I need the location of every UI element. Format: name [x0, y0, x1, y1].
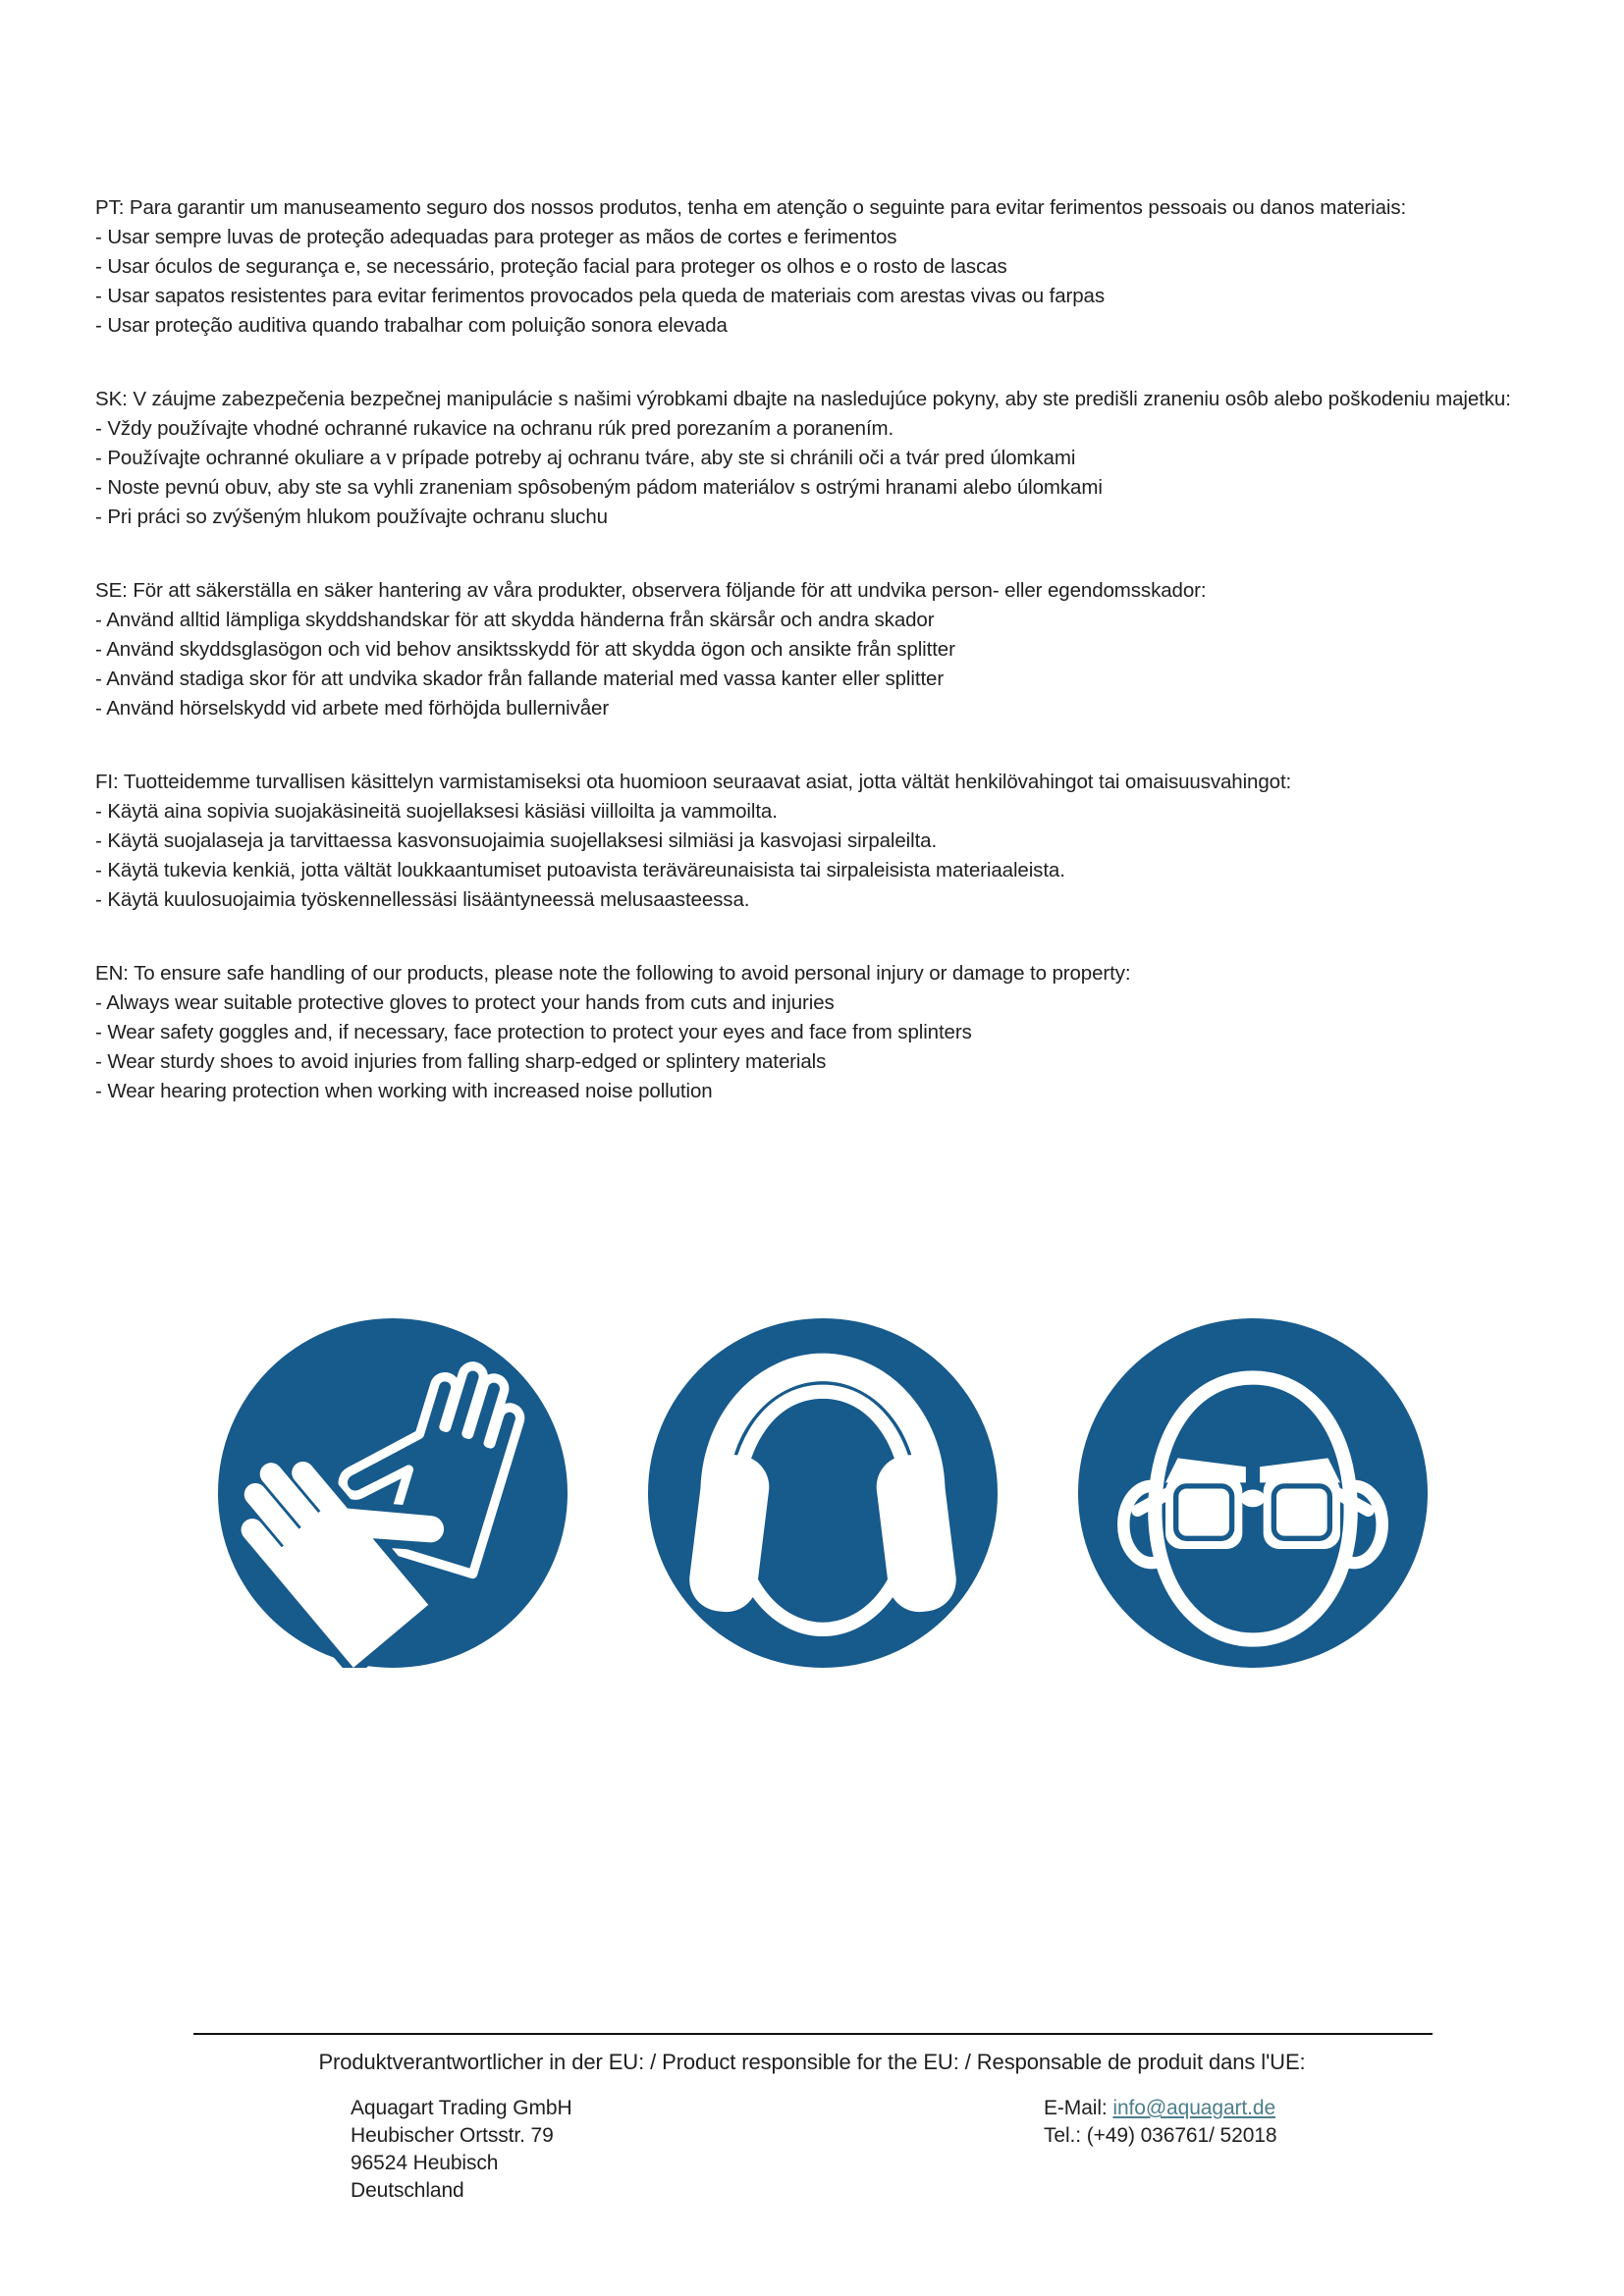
safety-instructions [95, 193, 1588, 1150]
company-address-block [351, 2095, 572, 2205]
bullet-line: - Usar óculos de segurança e, se necessário, proteção facial para proteger os olhos e o rosto de lascas [95, 255, 1007, 278]
section-pt [95, 193, 1588, 341]
email-line [1044, 2095, 1276, 2122]
phone-line: Tel.: (+49) 036761/ 52018 [1044, 2124, 1277, 2147]
bullet-line: - Käytä suojalaseja ja tarvittaessa kasvonsuojaimia suojellaksesi silmiäsi ja kasvojasi sirpaleilta. [95, 829, 938, 852]
company-street: Heubischer Ortsstr. 79 [351, 2124, 554, 2147]
company-name: Aquagart Trading GmbH [351, 2097, 572, 2119]
bullet-line: - Always wear suitable protective gloves to protect your hands from cuts and injuries [95, 991, 835, 1014]
section-fi [95, 768, 1588, 915]
section-en [95, 959, 1588, 1106]
bullet-line: - Vždy používajte vhodné ochranné rukavice na ochranu rúk pred porezaním a poranením. [95, 417, 894, 440]
bullet-line: - Wear sturdy shoes to avoid injuries from falling sharp-edged or splintery materials [95, 1050, 827, 1073]
section-intro: EN: To ensure safe handling of our products, please note the following to avoid personal injury or damage to property: [95, 962, 1131, 985]
bullet-line: - Usar proteção auditiva quando trabalhar com poluição sonora elevada [95, 314, 728, 337]
bullet-line: - Wear hearing protection when working with increased noise pollution [95, 1080, 713, 1102]
email-label: E-Mail: [1044, 2097, 1113, 2119]
section-se [95, 576, 1588, 723]
bullet-line: - Käytä tukevia kenkiä, jotta vältät loukkaantumiset putoavista teräväreunaisista tai sirpaleisista materiaaleista. [95, 859, 1065, 881]
section-intro: PT: Para garantir um manuseamento seguro dos nossos produtos, tenha em atenção o seguinte para evitar ferimentos pessoais ou danos materiais: [95, 196, 1407, 219]
pictogram-row [218, 1318, 1428, 1668]
wear-eye-protection-icon [1078, 1318, 1428, 1668]
section-sk [95, 385, 1588, 532]
wear-ear-protection-icon [648, 1318, 998, 1668]
bullet-line: - Používajte ochranné okuliare a v prípade potreby aj ochranu tváre, aby ste si chránili oči a tvár pred úlomkami [95, 447, 1076, 469]
bullet-line: - Käytä aina sopivia suojakäsineitä suojellaksesi käsiäsi viilloilta ja vammoilta. [95, 800, 778, 823]
bullet-line: - Käytä kuulosuojaimia työskennellessäsi lisääntyneessä melusaasteessa. [95, 888, 750, 911]
bullet-line: - Pri práci so zvýšeným hlukom používajte ochranu sluchu [95, 506, 608, 528]
bullet-line: - Usar sapatos resistentes para evitar ferimentos provocados pela queda de materiais com arestas vivas ou farpas [95, 285, 1105, 307]
section-intro: FI: Tuotteidemme turvallisen käsittelyn varmistamiseksi ota huomioon seuraavat asiat, jotta vältät henkilövahingot tai omaisuusvahingot: [95, 771, 1292, 793]
company-country: Deutschland [351, 2179, 464, 2202]
bullet-line: - Usar sempre luvas de proteção adequadas para proteger as mãos de cortes e ferimentos [95, 226, 897, 248]
bullet-line: - Använd skyddsglasögon och vid behov ansiktsskydd för att skydda ögon och ansikte från splitter [95, 638, 955, 661]
footer-responsibility-line: Produktverantwortlicher in der EU: / Product responsible for the EU: / Responsable de produit dans l'UE: [318, 2050, 1306, 2074]
bullet-line: - Använd hörselskydd vid arbete med förhöjda bullernivåer [95, 697, 610, 720]
company-contact-block [1044, 2095, 1276, 2150]
wear-protective-gloves-icon [218, 1318, 568, 1668]
section-intro: SK: V záujme zabezpečenia bezpečnej manipulácie s našimi výrobkami dbajte na nasledujúce pokyny, aby ste predišli zraneniu osôb alebo poškodeniu majetku: [95, 388, 1511, 410]
bullet-line: - Wear safety goggles and, if necessary, face protection to protect your eyes and face from splinters [95, 1021, 972, 1043]
email-link[interactable]: info@aquagart.de [1112, 2097, 1276, 2119]
bullet-line: - Använd stadiga skor för att undvika skador från fallande material med vassa kanter eller splitter [95, 667, 945, 690]
company-city: 96524 Heubisch [351, 2152, 499, 2174]
footer-divider [193, 2033, 1433, 2035]
bullet-line: - Noste pevnú obuv, aby ste sa vyhli zraneniam spôsobeným pádom materiálov s ostrými hranami alebo úlomkami [95, 476, 1103, 499]
section-intro: SE: För att säkerställa en säker hantering av våra produkter, observera följande för att undvika person- eller egendomsskador: [95, 579, 1207, 602]
bullet-line: - Använd alltid lämpliga skyddshandskar för att skydda händerna från skärsår och andra skador [95, 609, 935, 631]
